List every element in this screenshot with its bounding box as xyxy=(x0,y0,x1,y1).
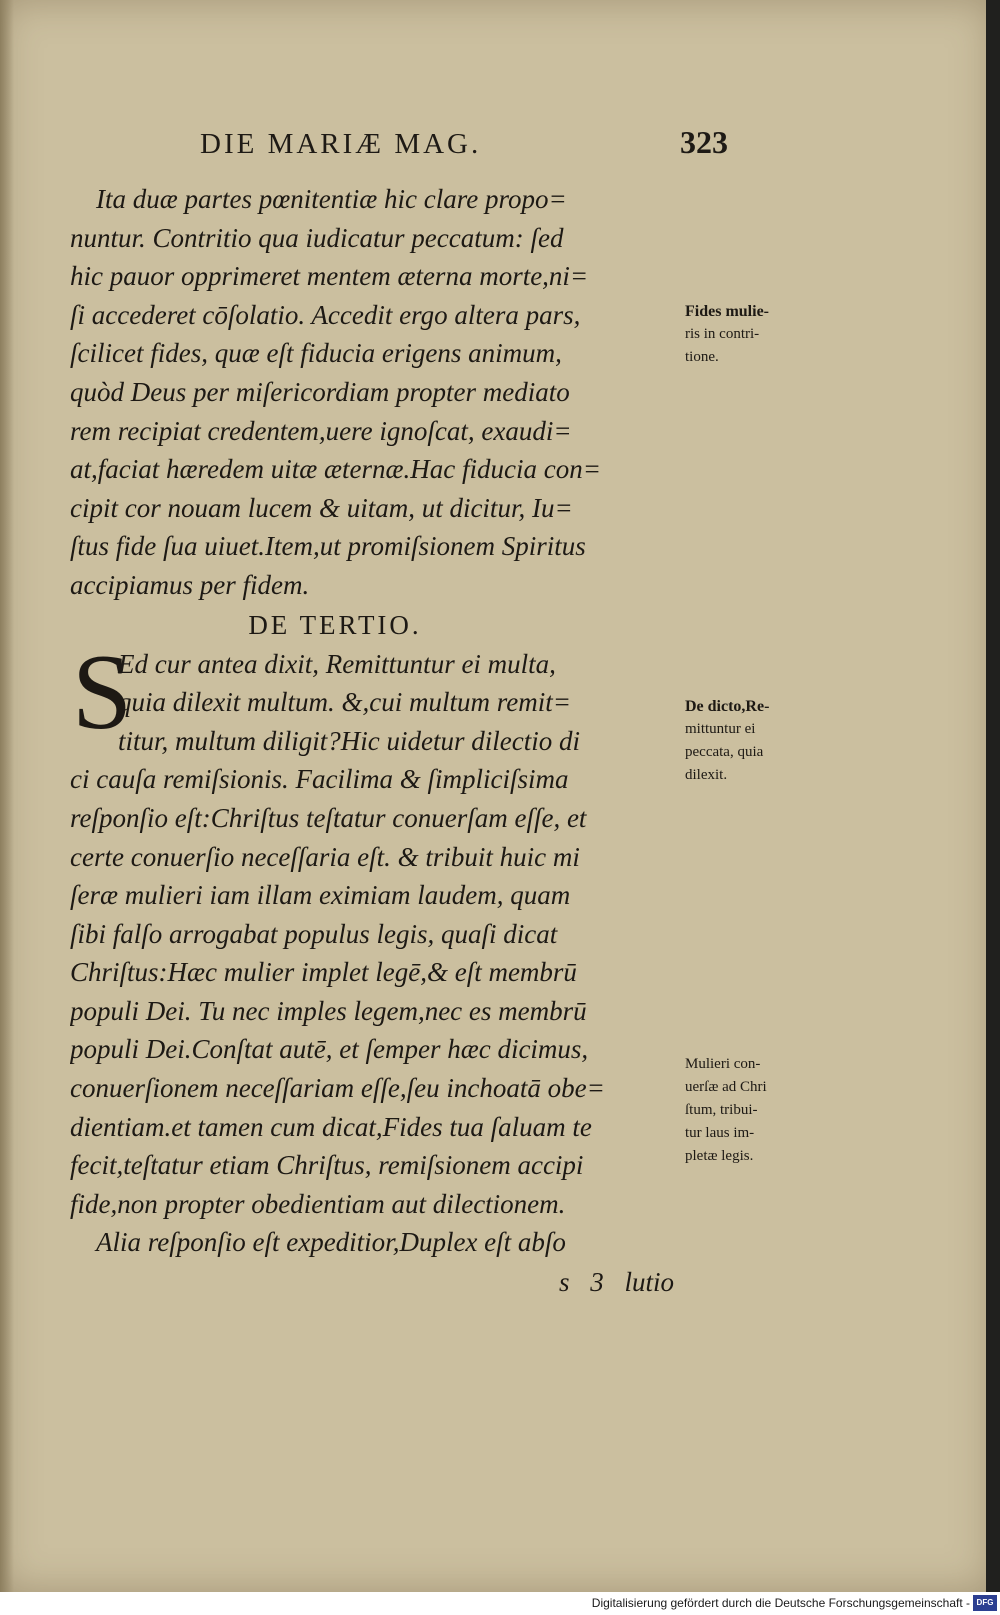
text-line: quòd Deus per miſericordiam propter mediato xyxy=(70,376,570,407)
text-line: fide,non propter obedientiam aut dilectionem. xyxy=(70,1188,566,1219)
text-line: ſeræ mulieri iam illam eximiam laudem, quam xyxy=(70,880,571,911)
catchword-line: s 3 lutio xyxy=(558,1267,674,1298)
text-line: rem recipiat credentem,uere ignoſcat, exaudi= xyxy=(70,415,572,446)
text-line: Ita duæ partes pœnitentiæ hic clare propo= xyxy=(96,184,567,214)
page-number: 323 xyxy=(680,124,728,160)
text-line: Ed cur antea dixit, Remittuntur ei multa, xyxy=(118,648,556,679)
text-line: fecit,teſtatur etiam Chriſtus, remiſsionem accipi xyxy=(70,1150,584,1181)
text-line: ſcilicet fides, quæ eſt fiducia erigens animum, xyxy=(70,338,562,369)
text-line: cipit cor nouam lucem & uitam, ut dicitur, Iu= xyxy=(70,492,573,523)
dfg-logo: DFG xyxy=(973,1595,997,1611)
marginal-note-line: De dicto,Re- xyxy=(685,698,770,715)
marginal-note-line: mittuntur ei xyxy=(685,721,756,737)
main-text-block xyxy=(70,180,680,1302)
section-heading: DE TERTIO. xyxy=(248,609,422,640)
page-gutter-shadow xyxy=(0,0,14,1592)
text-line: reſponſio eſt:Chriſtus teſtatur conuerſam eſſe, et xyxy=(70,802,587,833)
funding-credit: Digitalisierung gefördert durch die Deutsche Forschungsgemeinschaft - xyxy=(591,1596,970,1610)
marginal-note-line: dilexit. xyxy=(685,767,728,783)
scan-border xyxy=(986,0,1000,1592)
marginal-note-line: uerſæ ad Chri xyxy=(685,1079,767,1095)
text-line: quia dilexit multum. &,cui multum remit= xyxy=(118,687,571,718)
text-line: at,faciat hæredem uitæ æternæ.Hac fiducia con= xyxy=(70,454,601,485)
digitization-footer xyxy=(0,1592,1000,1615)
marginal-note-line: pletæ legis. xyxy=(685,1148,754,1164)
marginal-note-line: ſtum, tribui- xyxy=(685,1102,758,1118)
running-title: DIE MARIÆ MAG. xyxy=(200,128,482,160)
text-line: populi Dei. Tu nec imples legem,nec es membrū xyxy=(70,995,587,1026)
text-line: hic pauor opprimeret mentem æterna morte,ni= xyxy=(70,261,589,292)
text-line: certe conuerſio neceſſaria eſt. & tribuit huic mi xyxy=(70,841,580,872)
text-line: conuerſionem neceſſariam eſſe,ſeu inchoatā obe= xyxy=(70,1073,605,1104)
text-line: nuntur. Contritio qua iudicatur peccatum: ſed xyxy=(70,222,564,253)
marginal-note-line: tione. xyxy=(685,349,719,365)
marginal-note-2 xyxy=(685,695,769,787)
text-line: populi Dei.Conſtat autē, et ſemper hæc dicimus, xyxy=(70,1034,589,1065)
marginal-note-line: ris in contri- xyxy=(685,326,760,342)
running-header xyxy=(200,124,760,168)
text-line: ſi accederet cōſolatio. Accedit ergo altera pars, xyxy=(70,299,581,330)
marginal-note-line: peccata, quia xyxy=(685,744,764,760)
text-line: titur, multum diligit?Hic uidetur dilectio di xyxy=(118,725,580,756)
text-line: ci cauſa remiſsionis. Facilima & ſimpliciſsima xyxy=(70,764,569,795)
text-line: dientiam.et tamen cum dicat,Fides tua ſaluam te xyxy=(70,1111,592,1142)
text-line: Alia reſponſio eſt expeditior,Duplex eſt abſo xyxy=(96,1227,566,1258)
marginal-note-3 xyxy=(685,1053,767,1168)
marginal-note-line: Mulieri con- xyxy=(685,1056,761,1072)
marginal-note-line: Fides mulie- xyxy=(685,303,769,320)
marginal-note-1 xyxy=(685,300,769,369)
text-line: ſtus fide ſua uiuet.Item,ut promiſsionem Spiritus xyxy=(70,531,586,562)
marginal-note-line: tur laus im- xyxy=(685,1125,755,1141)
text-line: Chriſtus:Hæc mulier implet legē,& eſt membrū xyxy=(70,957,577,988)
text-line: ſibi falſo arrogabat populus legis, quaſi dicat xyxy=(70,918,558,949)
text-line: accipiamus per fidem. xyxy=(70,569,310,600)
drop-cap-letter: S xyxy=(72,632,133,752)
